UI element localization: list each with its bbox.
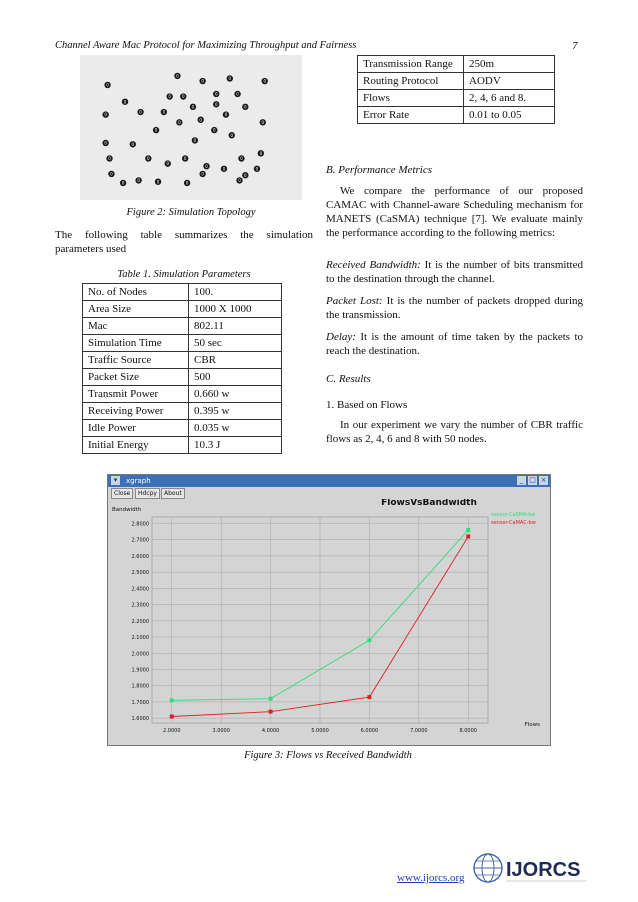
topology-node	[166, 93, 172, 99]
node-label: 0	[193, 138, 197, 143]
param-value-cell: 2, 4, 6 and 8.	[464, 90, 555, 107]
y-tick-label: 2.1000	[131, 635, 149, 642]
table-row	[358, 56, 555, 73]
param-value-cell: CBR	[189, 352, 282, 369]
node-label: 0	[244, 104, 247, 110]
legend-entry: sensor-CaMAC-bw	[491, 520, 536, 526]
y-tick-label: 2.0000	[131, 651, 149, 658]
running-header: Channel Aware Mac Protocol for Maximizing Throughput and Fairness	[55, 40, 357, 51]
minimize-icon[interactable]: _	[517, 476, 526, 485]
node-label: 0	[191, 104, 195, 110]
y-tick-label: 2.8000	[131, 521, 149, 528]
table-row	[83, 318, 282, 335]
figure2-caption: Figure 2: Simulation Topology	[126, 207, 256, 218]
topology-node	[211, 127, 217, 133]
close-button[interactable]: Close	[111, 488, 133, 499]
topology-node	[238, 155, 244, 161]
metric-desc: It is the amount of time taken by the packets to reach the destination.	[326, 331, 583, 357]
node-label: 0	[139, 109, 142, 115]
node-label: 0	[205, 163, 208, 169]
node-label: 0	[261, 119, 265, 125]
node-label: 0	[104, 112, 107, 118]
param-name-cell: No. of Nodes	[83, 284, 189, 301]
topology-node	[223, 111, 229, 117]
topology-canvas	[80, 55, 302, 200]
topology-node	[135, 177, 141, 183]
y-tick-label: 1.8000	[131, 683, 149, 690]
metric-desc: It is the number of bits transmitted to the destination through the channel.	[326, 259, 583, 285]
chart-title: FlowsVsBandwidth	[381, 499, 477, 508]
ijorcs-logo	[470, 848, 590, 888]
topology-node	[176, 119, 182, 125]
topology-node	[108, 171, 114, 177]
node-label: 0	[236, 91, 239, 97]
figure3-caption: Figure 3: Flows vs Received Bandwidth	[244, 750, 412, 761]
node-label: 0	[224, 112, 228, 118]
topology-node	[258, 150, 264, 156]
data-point	[269, 710, 273, 714]
table-row	[83, 301, 282, 318]
topology-node	[242, 104, 248, 110]
param-value-cell: 50 sec	[189, 335, 282, 352]
node-label: 0	[110, 171, 113, 177]
close-window-icon[interactable]: ×	[540, 476, 547, 484]
topology-node	[104, 82, 110, 88]
simulation-parameters-table	[82, 283, 282, 454]
table-row	[83, 386, 282, 403]
x-tick-label: 2.0000	[163, 728, 181, 734]
param-value-cell: AODV	[464, 73, 555, 90]
hardcopy-button[interactable]: Hdcpy	[135, 488, 160, 499]
node-label: 0	[183, 156, 187, 162]
table-row	[358, 90, 555, 107]
node-label: 0	[154, 127, 158, 133]
y-tick-label: 2.3000	[131, 602, 149, 609]
x-tick-label: 5.0000	[311, 728, 329, 734]
topology-node	[198, 117, 204, 123]
table-intro-paragraph: The following table summarizes the simulation parameters used	[55, 229, 313, 255]
topology-node	[254, 166, 260, 172]
param-value-cell: 500	[189, 369, 282, 386]
param-value-cell: 100.	[189, 284, 282, 301]
topology-node	[106, 155, 112, 161]
topology-node	[262, 78, 268, 84]
node-label: 0	[185, 180, 189, 186]
node-label: 0	[238, 177, 241, 183]
topology-node	[260, 119, 266, 125]
metric-term: Received Bandwidth:	[326, 259, 421, 271]
param-value-cell: 0.01 to 0.05	[464, 107, 555, 124]
node-label: 0	[222, 166, 226, 172]
y-tick-label: 2.6000	[131, 553, 149, 560]
metric-term: Delay:	[326, 331, 356, 343]
table-row	[83, 403, 282, 420]
node-label: 0	[230, 132, 234, 138]
topology-node	[182, 155, 188, 161]
y-tick-label: 1.7000	[131, 699, 149, 706]
window-menu-icon[interactable]: ▾	[111, 476, 120, 485]
node-label: 0	[156, 179, 160, 185]
param-value-cell: 10.3 J	[189, 437, 282, 454]
param-name-cell: Mac	[83, 318, 189, 335]
y-axis-label: Bandwidth	[112, 507, 142, 513]
param-value-cell: 0.395 w	[189, 403, 282, 420]
topology-node	[234, 91, 240, 97]
flows-vs-bandwidth-chart	[108, 499, 550, 745]
param-name-cell: Area Size	[83, 301, 189, 318]
subsection-based-on-flows: 1. Based on Flows	[326, 399, 408, 411]
y-tick-label: 2.5000	[131, 570, 149, 577]
node-label: 0	[137, 177, 140, 183]
topology-node	[227, 75, 233, 81]
journal-url-link[interactable]: www.ijorcs.org	[397, 872, 465, 884]
param-value-cell: 802.11	[189, 318, 282, 335]
topology-node	[102, 111, 108, 117]
metric-term: Packet Lost:	[326, 295, 383, 307]
legend-entry: sensor-CaSMA-bw	[491, 512, 536, 518]
topology-node	[174, 73, 180, 79]
logo-text: IJORCS	[506, 859, 581, 881]
node-label: 0	[123, 99, 127, 105]
node-label: 0	[228, 76, 232, 82]
data-point	[466, 534, 470, 538]
node-label: 0	[147, 156, 150, 162]
table-row	[358, 73, 555, 90]
param-name-cell: Transmission Range	[358, 56, 464, 73]
node-label: 0	[259, 150, 263, 156]
param-name-cell: Simulation Time	[83, 335, 189, 352]
node-label: 0	[201, 78, 204, 84]
param-name-cell: Receiving Power	[83, 403, 189, 420]
topology-node	[161, 109, 167, 115]
topology-node	[199, 171, 205, 177]
table-row	[83, 437, 282, 454]
page-number: 7	[572, 40, 578, 52]
param-value-cell: 0.035 w	[189, 420, 282, 437]
about-button[interactable]: About	[161, 488, 185, 499]
node-label: 0	[213, 127, 216, 133]
metric-delay	[326, 330, 583, 358]
metric-received-bandwidth	[326, 258, 583, 286]
param-value-cell: 250m	[464, 56, 555, 73]
section-b-heading: B. Performance Metrics	[326, 164, 432, 176]
topology-node	[221, 166, 227, 172]
topology-node	[145, 155, 151, 161]
topology-node	[120, 180, 126, 186]
table-row	[83, 369, 282, 386]
performance-metrics-paragraph: We compare the performance of our proposed CAMAC with Channel-aware Scheduling mechanism for MANETS (CaSMA) technique [7]. We evaluate mainly the performance according to the following metrics:	[326, 185, 583, 239]
topology-node	[213, 91, 219, 97]
window-title: xgraph	[126, 477, 151, 485]
data-point	[367, 695, 371, 699]
metric-packet-lost	[326, 294, 583, 322]
y-tick-label: 2.4000	[131, 586, 149, 593]
topology-node	[190, 104, 196, 110]
topology-node	[192, 137, 198, 143]
node-label: 0	[131, 141, 135, 147]
topology-node	[102, 140, 108, 146]
topology-node	[122, 99, 128, 105]
results-paragraph: In our experiment we vary the number of CBR traffic flows as 2, 4, 6 and 8 with 50 nodes.	[326, 419, 583, 445]
table1-caption: Table 1. Simulation Parameters	[117, 269, 251, 280]
param-name-cell: Packet Size	[83, 369, 189, 386]
data-point	[170, 715, 174, 719]
topology-node	[184, 180, 190, 186]
maximize-icon[interactable]: □	[529, 476, 536, 484]
x-tick-label: 3.0000	[212, 728, 230, 734]
simulation-topology-figure	[80, 55, 302, 200]
table-row	[83, 420, 282, 437]
param-name-cell: Flows	[358, 90, 464, 107]
topology-node	[213, 101, 219, 107]
node-label: 0	[240, 156, 243, 162]
simulation-parameters-table-continued	[357, 55, 555, 124]
node-label: 0	[255, 166, 259, 172]
data-point	[170, 698, 174, 702]
topology-node	[229, 132, 235, 138]
y-tick-label: 1.6000	[131, 716, 149, 723]
topology-node	[165, 160, 171, 166]
data-point	[269, 697, 273, 701]
table-row	[83, 352, 282, 369]
param-value-cell: 0.660 w	[189, 386, 282, 403]
node-label: 0	[199, 117, 202, 123]
topology-node	[153, 127, 159, 133]
param-value-cell: 1000 X 1000	[189, 301, 282, 318]
table-row	[83, 284, 282, 301]
xgraph-window	[107, 474, 551, 746]
x-tick-label: 4.0000	[261, 728, 280, 734]
x-axis-label: Flows	[524, 722, 540, 728]
x-tick-label: 8.0000	[459, 728, 477, 734]
x-tick-label: 7.0000	[410, 728, 428, 734]
node-label: 0	[168, 94, 171, 100]
data-point	[367, 638, 371, 642]
node-label: 0	[181, 94, 185, 100]
topology-node	[242, 172, 248, 178]
param-name-cell: Idle Power	[83, 420, 189, 437]
metric-desc: It is the number of packets dropped during the transmission.	[326, 295, 584, 321]
node-label: 0	[108, 156, 111, 162]
node-label: 0	[176, 73, 179, 79]
topology-node	[137, 109, 143, 115]
table-row	[358, 107, 555, 124]
x-tick-label: 6.0000	[360, 728, 379, 734]
y-tick-label: 2.7000	[131, 537, 149, 544]
data-point	[466, 528, 470, 532]
param-name-cell: Error Rate	[358, 107, 464, 124]
node-label: 0	[201, 171, 204, 177]
topology-node	[180, 93, 186, 99]
node-label: 0	[263, 78, 266, 84]
topology-node	[203, 163, 209, 169]
param-name-cell: Transmit Power	[83, 386, 189, 403]
node-label: 0	[162, 109, 166, 115]
node-label: 0	[178, 119, 181, 125]
param-name-cell: Routing Protocol	[358, 73, 464, 90]
node-label: 0	[166, 161, 169, 167]
node-label: 0	[244, 172, 247, 178]
y-tick-label: 2.2000	[131, 618, 149, 625]
topology-node	[236, 177, 242, 183]
node-label: 0	[214, 91, 218, 97]
node-label: 0	[106, 82, 109, 88]
node-label: 0	[121, 180, 125, 186]
xgraph-titlebar	[108, 475, 550, 487]
node-label: 0	[104, 140, 107, 146]
topology-node	[130, 141, 136, 147]
table-row	[83, 335, 282, 352]
node-label: 0	[214, 101, 218, 107]
param-name-cell: Initial Energy	[83, 437, 189, 454]
y-tick-label: 1.9000	[131, 667, 149, 674]
topology-node	[199, 78, 205, 84]
param-name-cell: Traffic Source	[83, 352, 189, 369]
section-c-heading: C. Results	[326, 373, 371, 385]
topology-node	[155, 178, 161, 184]
